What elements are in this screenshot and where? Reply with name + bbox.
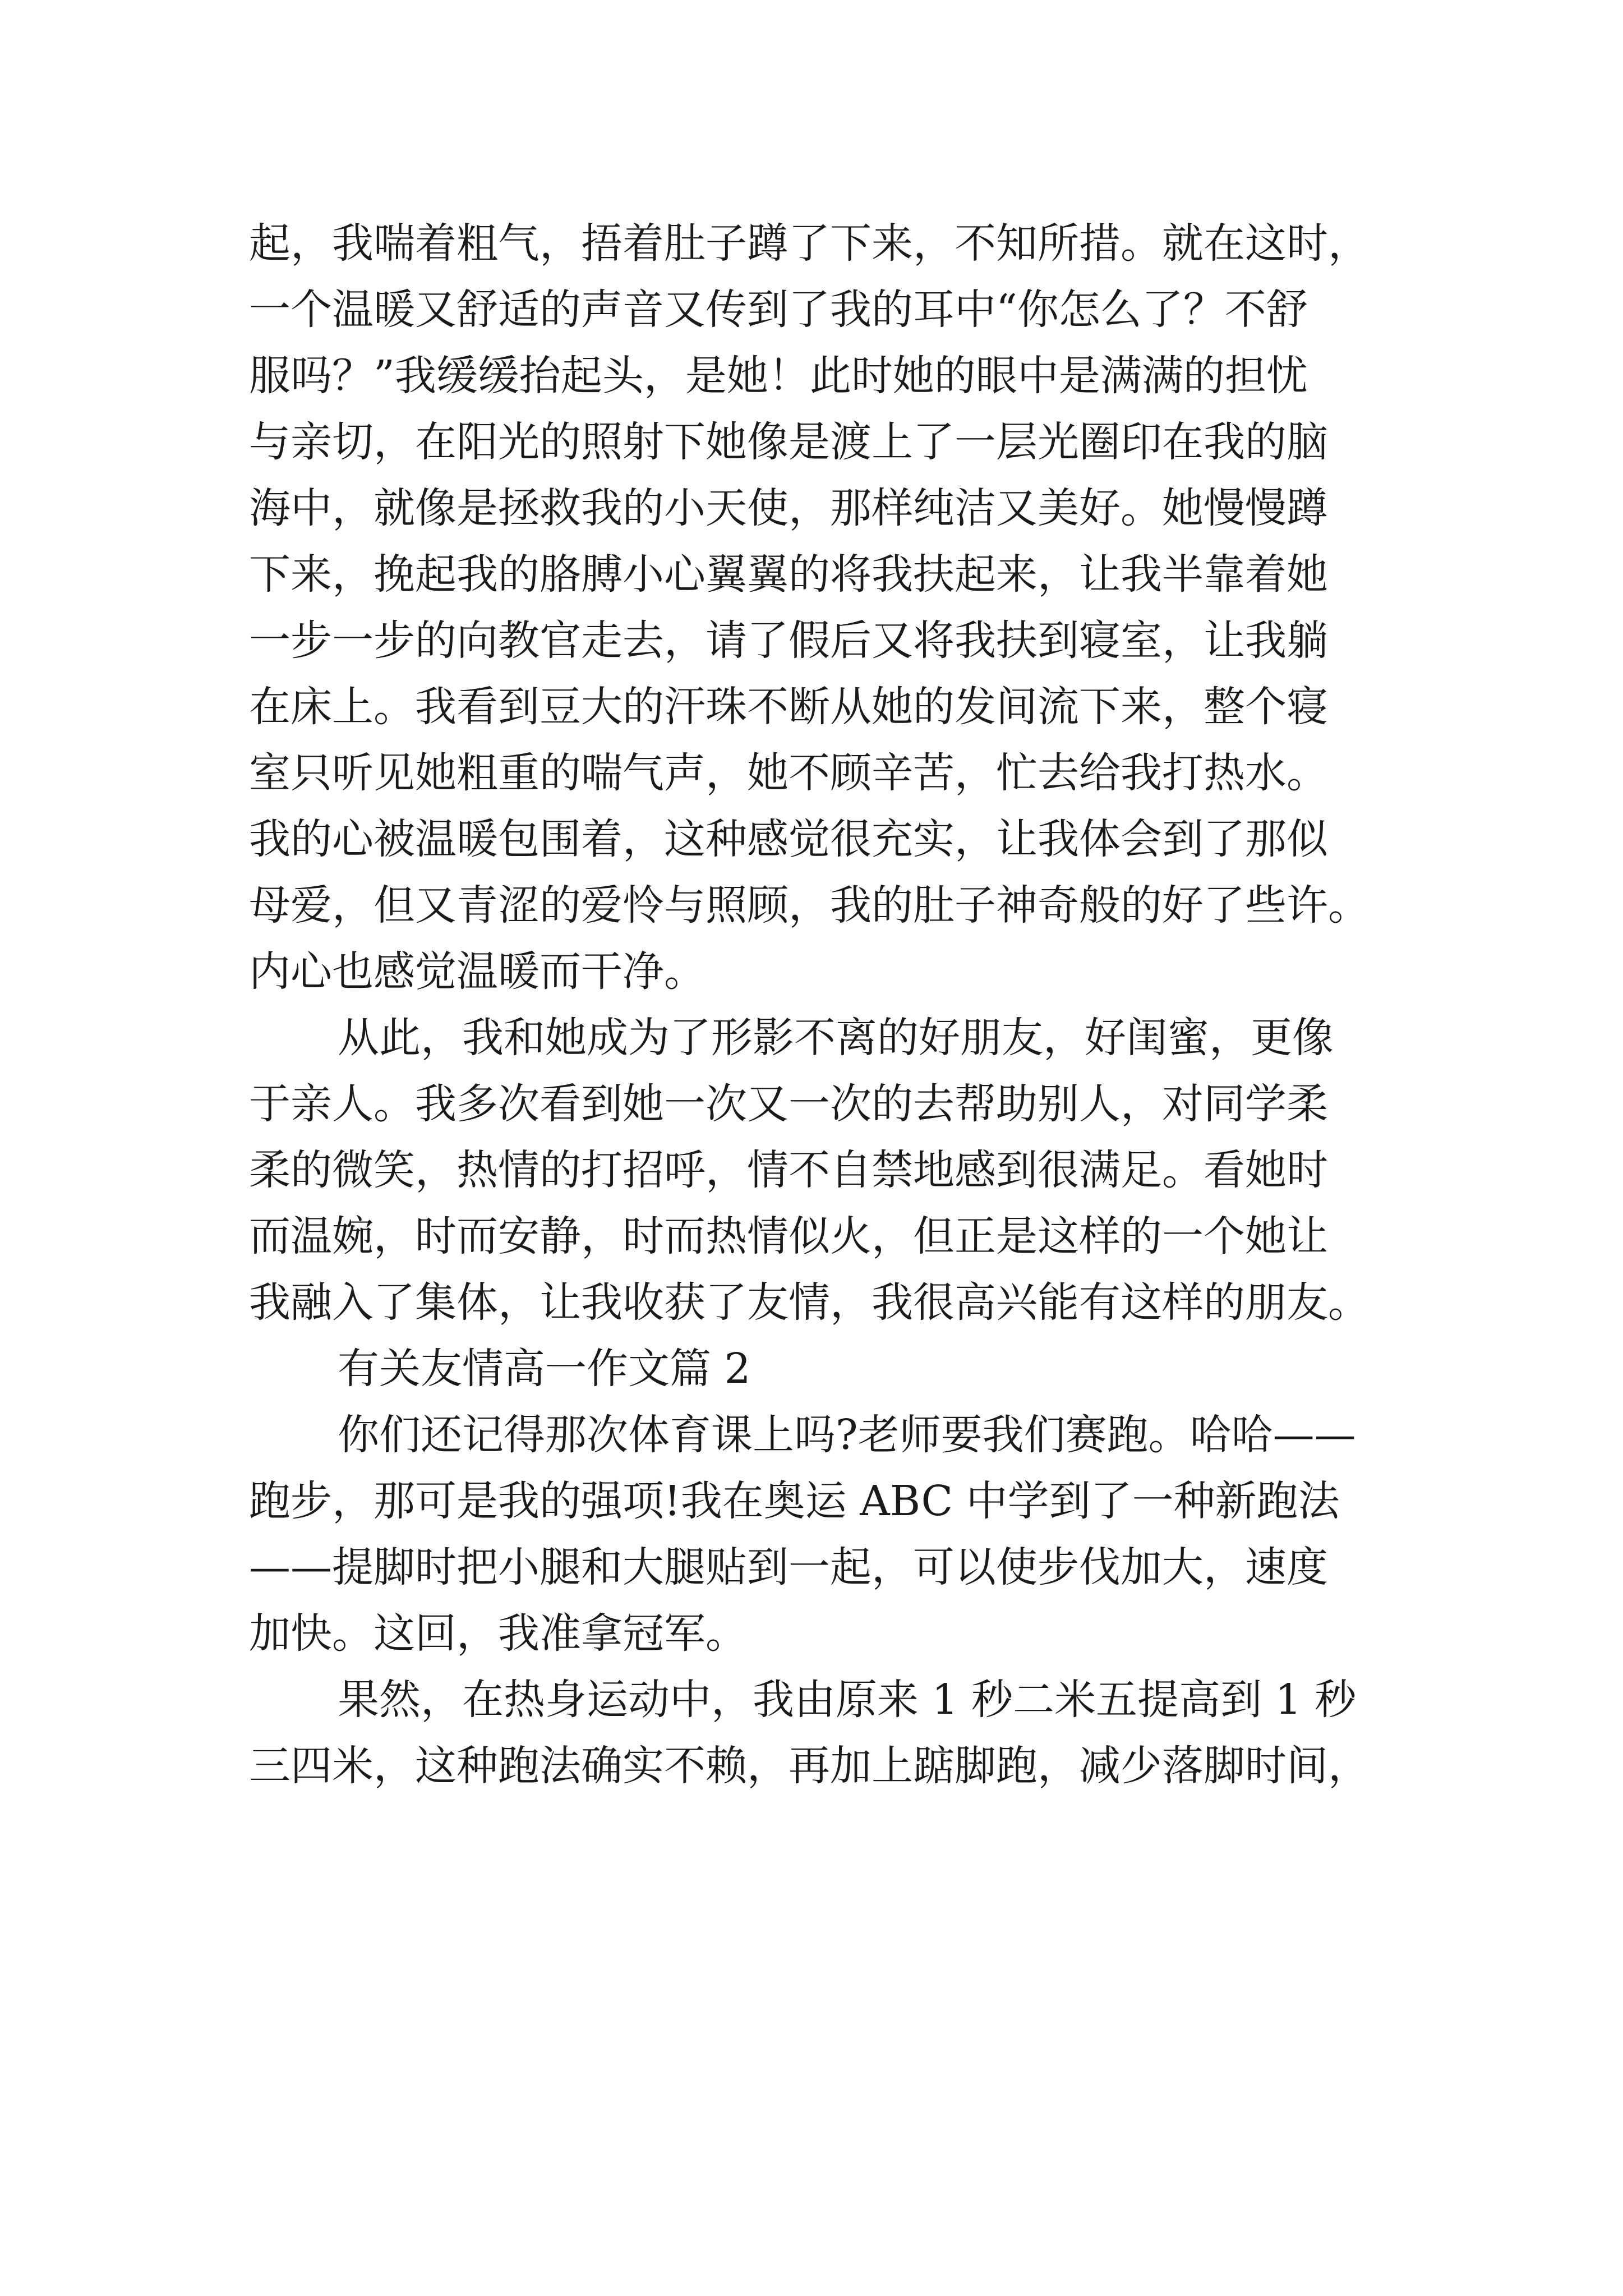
paragraph-line: 母爱，但又青涩的爱怜与照顾，我的肚子神奇般的好了些许。 [249,881,1370,930]
paragraph-line: 服吗？”我缓缓抬起头，是她！此时她的眼中是满满的担忧 [249,352,1308,400]
paragraph-line: 内心也感觉温暖而干净。 [249,947,706,996]
paragraph-line: 下来，挽起我的胳膊小心翼翼的将我扶起来，让我半靠着她 [249,550,1328,599]
body-text [249,210,1399,1799]
paragraph-line: 与亲切，在阳光的照射下她像是渡上了一层光圈印在我的脑 [249,418,1328,466]
paragraph-line: 在床上。我看到豆大的汗珠不断从她的发间流下来，整个寝 [249,683,1328,731]
paragraph-line: 我融入了集体，让我收获了友情，我很高兴能有这样的朋友。 [249,1278,1370,1327]
paragraph-line: 一步一步的向教官走去，请了假后又将我扶到寝室，让我躺 [249,616,1328,665]
paragraph-line: ——提脚时把小腿和大腿贴到一起，可以使步伐加大，速度 [249,1543,1328,1591]
paragraph-line: 跑步，那可是我的强项!我在奥运 ABC 中学到了一种新跑法 [249,1477,1340,1525]
paragraph-line: 加快。这回，我准拿冠军。 [249,1609,747,1658]
paragraph-line: 而温婉，时而安静，时而热情似火，但正是这样的一个她让 [249,1212,1328,1260]
paragraph-line: 于亲人。我多次看到她一次又一次的去帮助别人，对同学柔 [249,1080,1328,1128]
paragraph-line: 室只听见她粗重的喘气声，她不顾辛苦，忙去给我打热水。 [249,749,1328,797]
paragraph-line: 柔的微笑，热情的打招呼，情不自禁地感到很满足。看她时 [249,1146,1328,1194]
paragraph-line: 海中，就像是拯救我的小天使，那样纯洁又美好。她慢慢蹲 [249,484,1328,532]
paragraph-line: 起，我喘着粗气，捂着肚子蹲了下来，不知所措。就在这时， [249,219,1370,268]
paragraph-line: 三四米，这种跑法确实不赖，再加上踮脚跑，减少落脚时间， [249,1742,1370,1790]
paragraph-line: 果然，在热身运动中，我由原来 1 秒二米五提高到 1 秒 [338,1676,1357,1724]
paragraph-line: 一个温暖又舒适的声音又传到了我的耳中“你怎么了？不舒 [249,286,1308,334]
paragraph-line: 从此，我和她成为了形影不离的好朋友，好闺蜜，更像 [338,1014,1334,1062]
paragraph-line: 你们还记得那次体育课上吗?老师要我们赛跑。哈哈—— [338,1411,1356,1459]
paragraph-line: 我的心被温暖包围着，这种感觉很充实，让我体会到了那似 [249,815,1328,863]
section-heading: 有关友情高一作文篇 2 [338,1345,751,1393]
